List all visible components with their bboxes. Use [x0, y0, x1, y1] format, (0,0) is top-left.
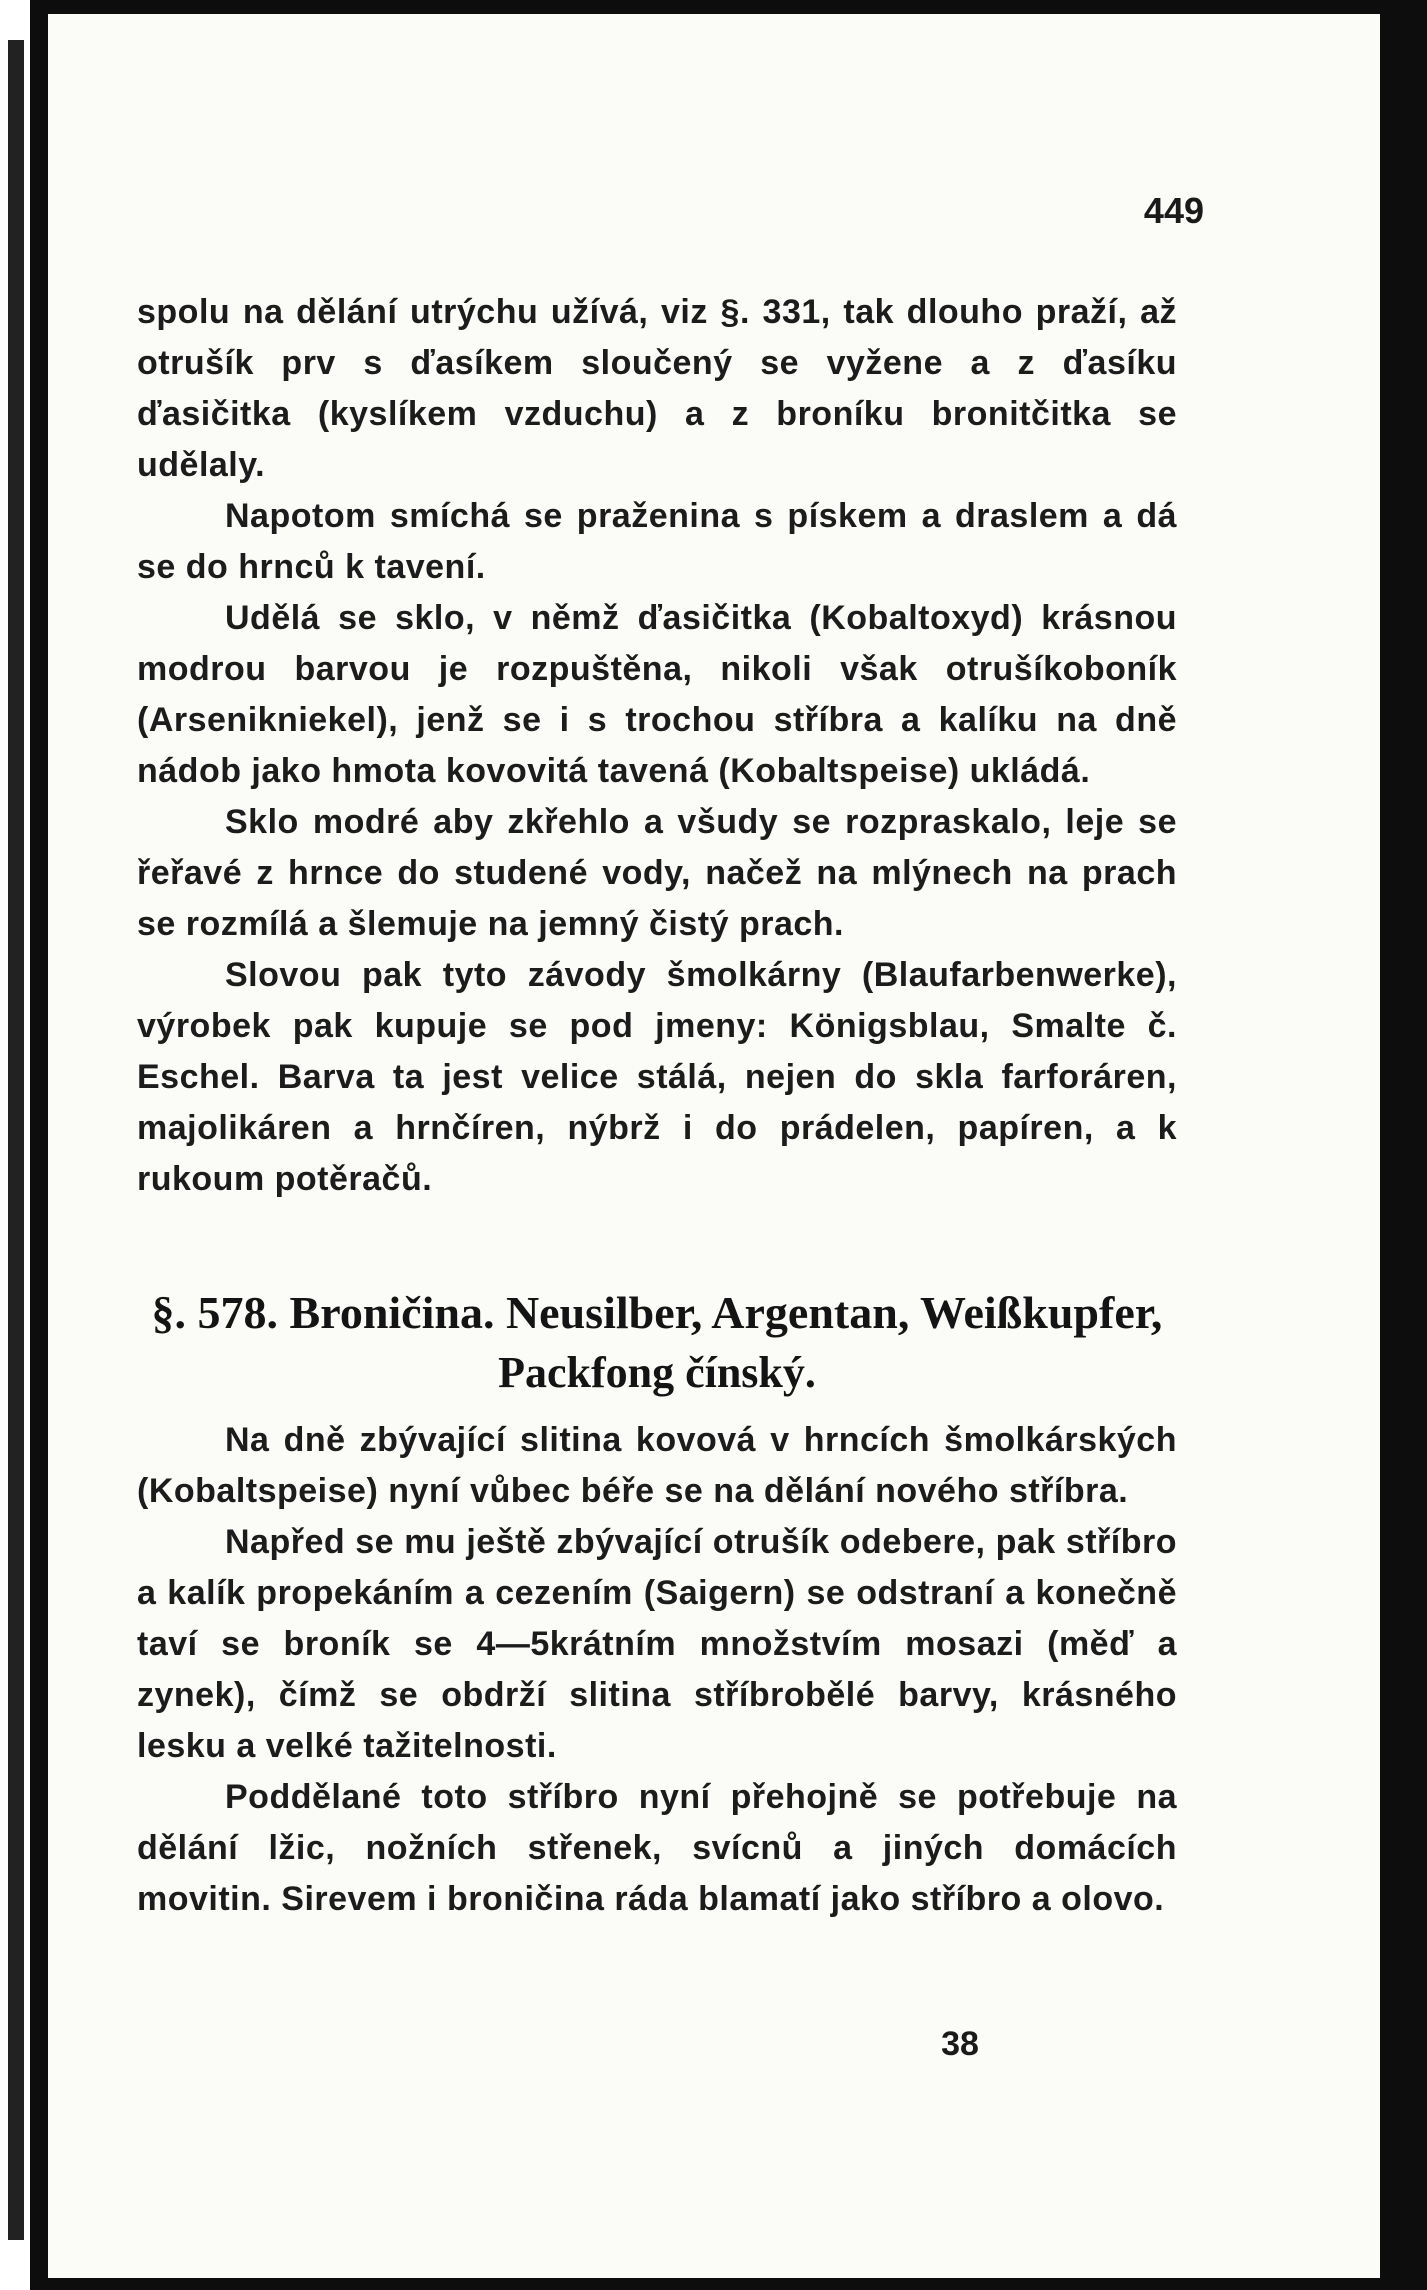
scan-left-edge	[0, 0, 30, 2290]
signature-mark: 38	[941, 2025, 979, 2063]
paragraph: Slovou pak tyto závody šmolkárny (Blaufarbenwerke), výrobek pak kupuje se pod jmeny: Königsblau, Smalte č. Eschel. Barva ta jest velice stálá, nejen do skla farforáren, majolikáren a hrnčíren, nýbrž i do prádelen, papíren, a k rukoum potěračů.	[137, 956, 1177, 1198]
section-heading	[137, 1283, 1177, 1403]
section-heading-line2: Packfong čínský.	[498, 1348, 816, 1397]
text-block-bottom	[137, 1415, 1177, 1925]
section-heading-line1: §. 578. Broničina. Neusilber, Argentan, Weißkupfer,	[151, 1287, 1163, 1338]
paragraph: Poddělané toto stříbro nyní přehojně se potřebuje na dělání lžic, nožních střenek, svícnů a jiných domácích movitin. Sirevem i broničina ráda blamatí jako stříbro a olovo.	[137, 1778, 1177, 1918]
paragraph: Napotom smíchá se praženina s pískem a draslem a dá se do hrnců k tavení.	[137, 497, 1177, 586]
page-number: 449	[1143, 190, 1204, 231]
scan-left-shadow	[8, 40, 24, 2240]
paragraph: Na dně zbývající slitina kovová v hrncích šmolkárských (Kobaltspeise) nyní vůbec béře se na dělání nového stříbra.	[137, 1421, 1177, 1510]
paragraph: Udělá se sklo, v němž ďasičitka (Kobaltoxyd) krásnou modrou barvou je rozpuštěna, nikoli však otrušíkoboník (Arsenikniekel), jenž se i s trochou stříbra a kalíku na dně nádob jako hmota kovovitá tavená (Kobaltspeise) ukládá.	[137, 599, 1177, 790]
paragraph: Napřed se mu ještě zbývající otrušík odebere, pak stříbro a kalík propekáním a cezením (Saigern) se odstraní a konečně taví se broník se 4—5krátním množstvím mosazi (měď a zynek), čímž se obdrží slitina stříbrobělé barvy, krásného lesku a velké tažitelnosti.	[137, 1523, 1177, 1765]
paragraph: Sklo modré aby zkřehlo a všudy se rozpraskalo, leje se řeřavé z hrnce do studené vody, načež na mlýnech na prach se rozmílá a šlemuje na jemný čistý prach.	[137, 803, 1177, 943]
paragraph: spolu na dělání utrýchu užívá, viz §. 331, tak dlouho praží, až otrušík prv s ďasíkem sloučený se vyžene a z ďasíku ďasičitka (kyslíkem vzduchu) a z broníku bronitčitka se udělaly.	[137, 293, 1177, 484]
text-block-top	[137, 287, 1177, 1205]
